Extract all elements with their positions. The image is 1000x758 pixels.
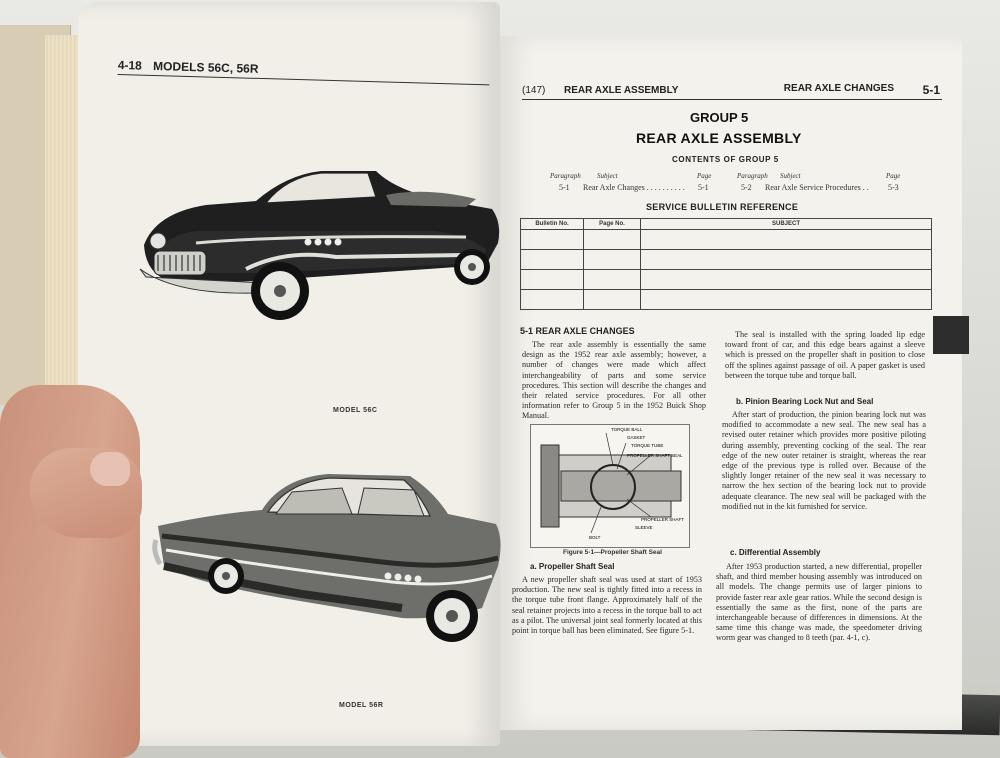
contents-header-paragraph-2: Paragraph [737,172,768,180]
paragraph-intro: The rear axle assembly is essentially the same design as the 1952 rear axle assembly; however, a number of changes were made which affect interchangeability of parts and some service procedures. This section will describe the changes and their related service procedures. For all other information refer to Group 5 in the 1952 Buick Shop Manual. [522,340,706,421]
contents-row-paragraph: 5-1 [559,183,570,192]
hardtop-car-illustration [152,470,504,645]
figure-caption-56r: MODEL 56R [339,702,384,709]
page-no-header: Page No. [584,219,641,230]
contents-header-subject-2: Subject [780,172,801,180]
propeller-shaft-seal-figure [530,424,690,548]
section-heading-5-1: 5-1 REAR AXLE CHANGES [520,326,635,336]
left-page-number: 4-18 [117,58,143,73]
label-propeller-shaft: PROPELLER SHAFT [641,517,685,522]
left-page-title: MODELS 56C, 56R [152,58,259,76]
seal-diagram [531,425,689,547]
service-bulletin-table [520,218,932,310]
figure-caption-56c: MODEL 56C [333,407,378,414]
paragraph-a: A new propeller shaft seal was used at start of 1953 production. The new seal is tightly fitted into a recess in the torque tube front flange. Approximately half of the seal retainer projects into a recess in the torque ball to act as a pilot. The universal joint seal formerly located at this point in torque ball has been eliminated. See figure 5-1. [512,575,702,636]
contents-header-paragraph: Paragraph [550,172,581,180]
table-cell [641,250,932,270]
group-number: GROUP 5 [690,110,749,125]
paragraph-b: After start of production, the pinion bearing lock nut was modified to accommodate a new seal. The new seal has a revised outer retainer which provides more positive piloting during assembly, preventing cocking of the seal. The rear edge of the new outer retainer is straight, whereas the rear edge of the previous type is rolled over. Because of the slightly longer retainer of the new seal it was necessary to narrow the hex section of the bearing lock nut to provide adequate clearance. The new seal will be packaged with the modified nut in the kit furnished for service. [722,410,926,511]
label-torque-ball: TORQUE BALL [611,427,643,432]
figure-caption-5-1: Figure 5-1—Propeller Shaft Seal [563,549,662,556]
contents-row-page-2: 5-3 [888,183,899,192]
hand [0,385,140,758]
contents-row-subject: Rear Axle Changes . . . . . . . . . . [583,183,685,192]
contents-row-subject-2: Rear Axle Service Procedures . . [765,183,869,192]
contents-title: CONTENTS OF GROUP 5 [672,155,779,164]
section-tab-marker [933,316,969,354]
thumb-nail [90,452,130,486]
table-cell [584,290,641,310]
service-bulletin-title: SERVICE BULLETIN REFERENCE [646,202,799,212]
topic-name: REAR AXLE CHANGES [783,83,894,94]
page-reference: (147) [522,85,546,96]
convertible-car-illustration [136,165,502,325]
right-page-header [522,83,942,100]
contents-header-page-2: Page [886,172,901,180]
paragraph-c: After 1953 production started, a new differential, propeller shaft, and third member housing assembly was introduced on all models. The change permits use of larger pinions to provide faster rear axle gear ratios. While the second design is essentially the same as the first, none of the parts are interchangeable because of differences in dimensions. At the same time this change was made, the speedometer driving worm gear was changed to 8 teeth (par. 4-1, c). [716,562,922,643]
label-gasket: GASKET [627,435,646,440]
contents-row-paragraph-2: 5-2 [741,183,752,192]
table-cell [521,250,584,270]
table-cell [521,270,584,290]
contents-header-subject: Subject [597,172,618,180]
group-title: REAR AXLE ASSEMBLY [636,130,802,146]
subheading-c: c. Differential Assembly [730,548,821,557]
subheading-b: b. Pinion Bearing Lock Nut and Seal [736,397,874,406]
label-bolt: BOLT [589,535,601,540]
table-cell [584,250,641,270]
label-torque-tube: TORQUE TUBE [631,443,664,448]
table-cell [521,290,584,310]
right-page-number: 5-1 [922,83,940,97]
subheading-a: a. Propeller Shaft Seal [530,562,615,571]
table-cell [641,290,932,310]
label-propeller-shaft-seal: PROPELLER SHAFT SEAL [627,453,683,458]
table-cell [521,230,584,250]
table-cell [641,230,932,250]
subject-header: SUBJECT [641,219,932,230]
table-cell [584,230,641,250]
table-cell [584,270,641,290]
section-name: REAR AXLE ASSEMBLY [564,85,679,96]
paragraph-seal: The seal is installed with the spring loaded lip edge toward front of car, and this edge bears against a sleeve which is pressed on the propeller shaft in position to close off the splines against passage of oil. A paper gasket is used between the torque tube and torque ball. [725,330,925,380]
contents-row-page: 5-1 [698,183,709,192]
table-cell [641,270,932,290]
bulletin-no-header: Bulletin No. [521,219,584,230]
contents-header-page: Page [697,172,712,180]
label-sleeve: SLEEVE [635,525,653,530]
